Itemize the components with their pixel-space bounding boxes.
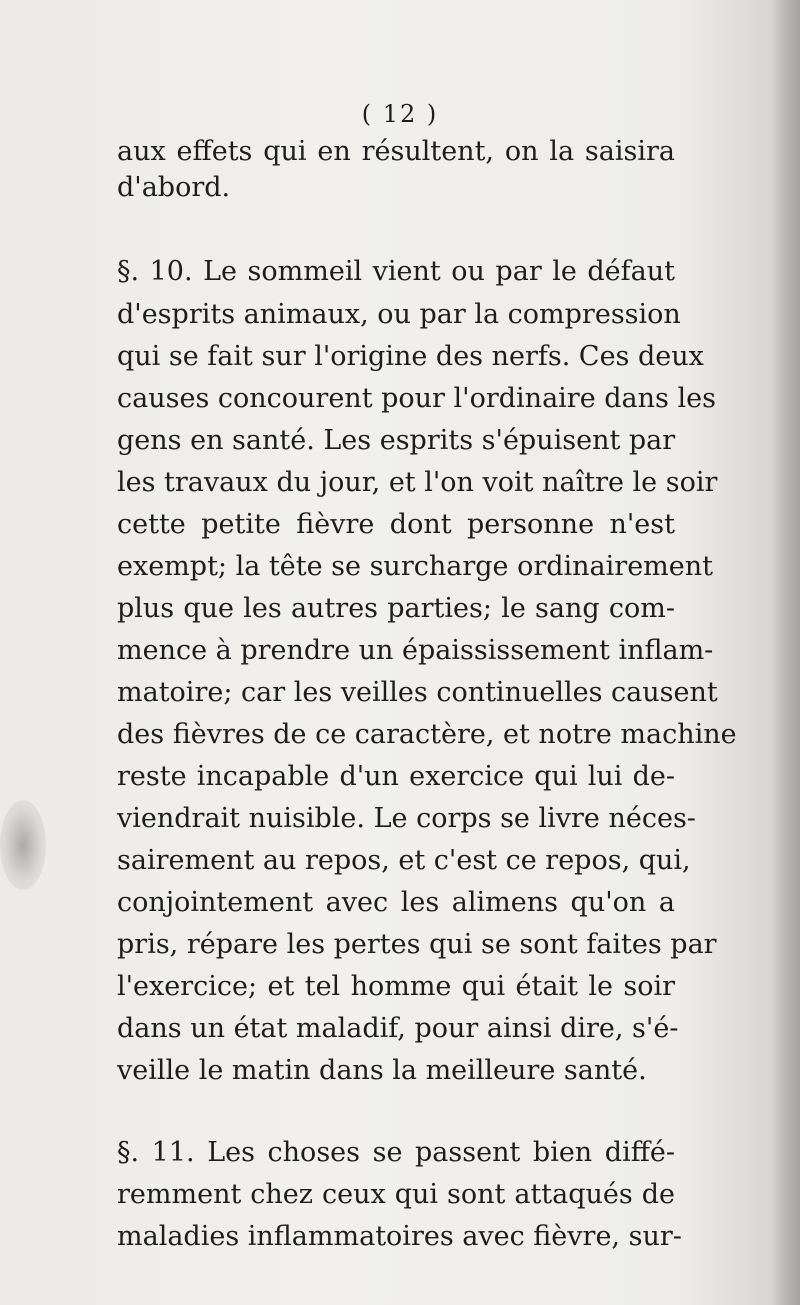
text-line: plus que les autres parties; le sang com- <box>117 593 675 624</box>
text-line: veille le matin dans la meilleure santé. <box>117 1055 647 1086</box>
text-line: dans un état maladif, pour ainsi dire, s'é- <box>117 1013 679 1044</box>
text-line: pris, répare les pertes qui se sont faites par <box>117 929 717 960</box>
text-line: des fièvres de ce caractère, et notre machine <box>117 719 737 750</box>
page-stain <box>0 800 46 890</box>
text-line: aux effets qui en résultent, on la saisira <box>117 136 675 167</box>
text-line: conjointement avec les alimens qu'on a <box>117 887 675 918</box>
text-line: l'exercice; et tel homme qui était le soir <box>117 971 675 1002</box>
text-line: cette petite fièvre dont personne n'est <box>117 509 675 540</box>
page-number: ( 12 ) <box>361 100 439 128</box>
text-line: maladies inflammatoires avec fièvre, sur- <box>117 1221 682 1252</box>
text-line: d'abord. <box>117 172 231 203</box>
text-line: gens en santé. Les esprits s'épuisent par <box>117 425 676 456</box>
paragraph-11-start: §. 11. Les choses se passent bien diffé- <box>117 1137 675 1168</box>
text-line: d'esprits animaux, ou par la compression <box>117 299 681 330</box>
text-line: causes concourent pour l'ordinaire dans les <box>117 383 716 414</box>
paragraph-10-start: §. 10. Le sommeil vient ou par le défaut <box>117 256 675 287</box>
text-line: matoire; car les veilles continuelles causent <box>117 677 718 708</box>
text-line: mence à prendre un épaississement inflam- <box>117 635 714 666</box>
text-line: qui se fait sur l'origine des nerfs. Ces deux <box>117 341 704 372</box>
text-line: remment chez ceux qui sont attaqués de <box>117 1179 675 1210</box>
text-line: sairement au repos, et c'est ce repos, qui, <box>117 845 691 876</box>
page-edge-shadow <box>772 0 800 1305</box>
text-line: les travaux du jour, et l'on voit naître le soir <box>117 467 718 498</box>
text-line: exempt; la tête se surcharge ordinairement <box>117 551 713 582</box>
text-line: viendrait nuisible. Le corps se livre néces- <box>117 803 696 834</box>
text-line: reste incapable d'un exercice qui lui de- <box>117 761 675 792</box>
